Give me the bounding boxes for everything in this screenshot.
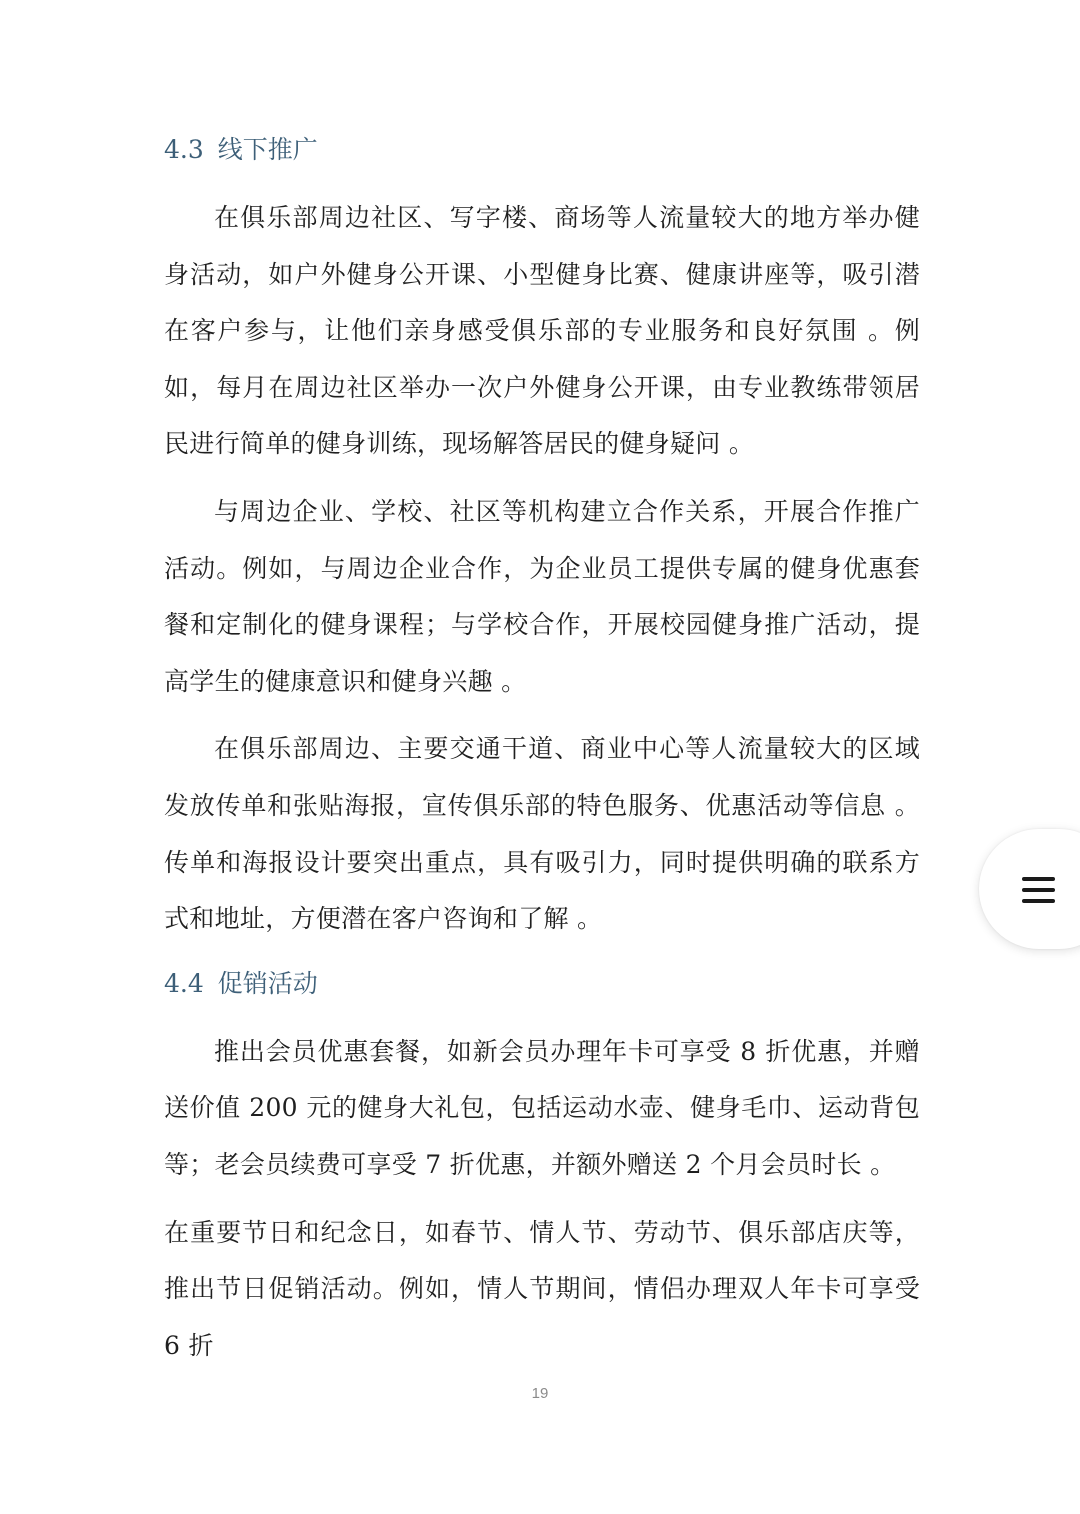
document-page: [164, 118, 920, 1374]
paragraph: 在重要节日和纪念日，如春节、情人节、劳动节、俱乐部店庆等，推出节日促销活动。例如，情人节期间，情侣办理双人年卡可享受 6 折: [164, 1217, 920, 1360]
menu-button[interactable]: [979, 829, 1080, 949]
hamburger-menu-icon: [1022, 877, 1055, 903]
paragraph: 在俱乐部周边社区、写字楼、商场等人流量较大的地方举办健身活动，如户外健身公开课、小型健身比赛、健康讲座等，吸引潜在客户参与，让他们亲身感受俱乐部的专业服务和良好氛围 。例如，每月在周边社区举办一次户外健身公开课，由专业教练带领居民进行简单的健身训练，现场解答居民的健身疑问 。: [164, 203, 920, 459]
section-title: 线下推广: [217, 135, 318, 164]
paragraph: 与周边企业、学校、社区等机构建立合作关系，开展合作推广活动。例如，与周边企业合作，为企业员工提供专属的健身优惠套餐和定制化的健身课程；与学校合作，开展校园健身推广活动，提高学生的健康意识和健身兴趣 。: [164, 496, 920, 696]
section-number: 4.4: [164, 968, 204, 998]
paragraph: 在俱乐部周边、主要交通干道、商业中心等人流量较大的区域发放传单和张贴海报，宣传俱乐部的特色服务、优惠活动等信息 。传单和海报设计要突出重点，具有吸引力，同时提供明确的联系方式和地址，方便潜在客户咨询和了解 。: [164, 734, 920, 934]
section-number: 4.3: [164, 135, 204, 164]
section-title: 促销活动: [217, 968, 318, 998]
section-heading: [164, 118, 920, 182]
paragraph: 推出会员优惠套餐，如新会员办理年卡可享受 8 折优惠，并赠送价值 200 元的健身大礼包，包括运动水壶、健身毛巾、运动背包等；老会员续费可享受 7 折优惠，并额外赠送 2 个月会员时长 。: [164, 1036, 920, 1179]
page-number: 19: [531, 1385, 549, 1402]
section-heading: [164, 952, 920, 1016]
